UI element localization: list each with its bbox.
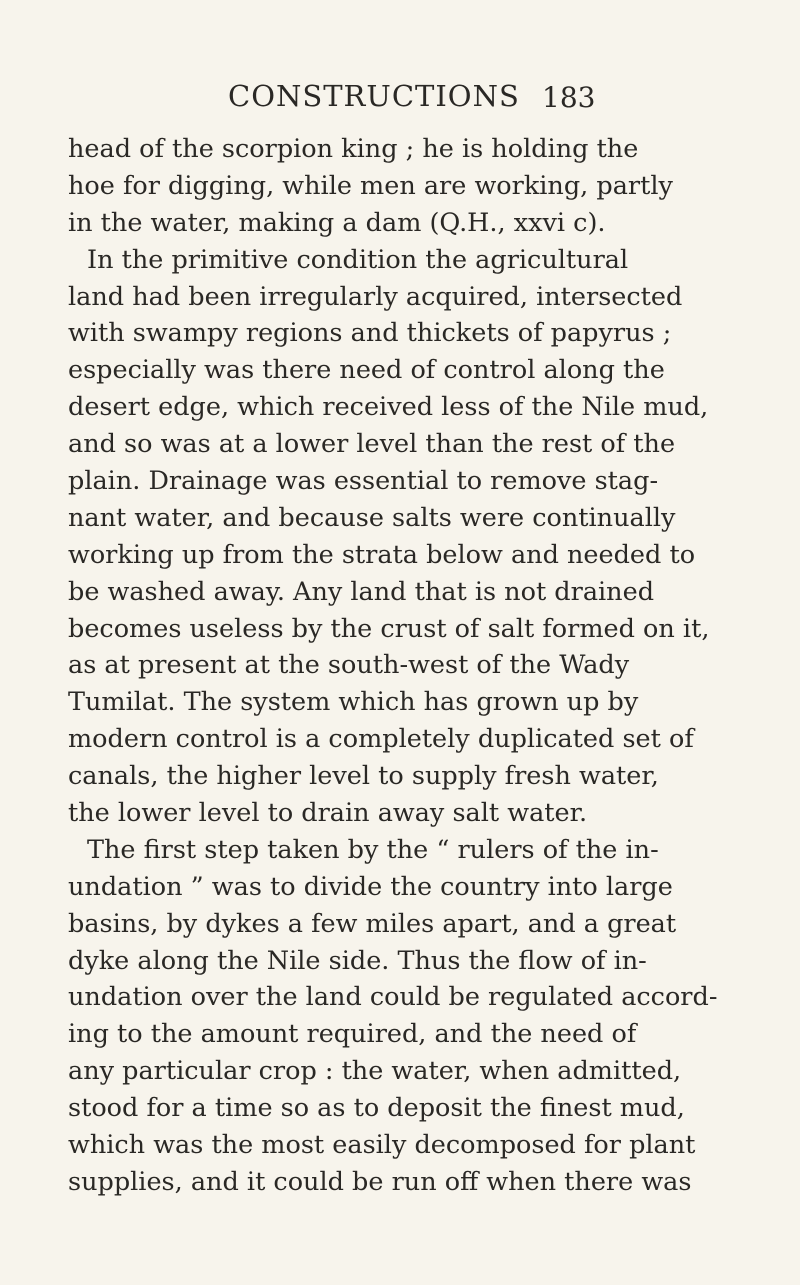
text-line: be washed away. Any land that is not drained xyxy=(68,576,655,607)
text-line: basins, by dykes a few miles apart, and a great xyxy=(68,908,677,939)
text-line: undation ” was to divide the country into large xyxy=(68,871,673,902)
text-line: as at present at the south-west of the Wady xyxy=(68,650,630,681)
page-number: 183 xyxy=(542,81,596,114)
text-line: nant water, and because salts were continually xyxy=(68,502,676,533)
text-line: which was the most easily decomposed for plant xyxy=(68,1130,696,1161)
page-header xyxy=(0,78,800,118)
text-line: in the water, making a dam (Q.H., xxvi c). xyxy=(68,207,606,238)
text-line: canals, the higher level to supply fresh water, xyxy=(68,761,659,792)
text-line: especially was there need of control along the xyxy=(68,355,665,386)
text-line: supplies, and it could be run off when there was xyxy=(68,1166,692,1197)
body-text xyxy=(68,131,718,1201)
text-line: becomes useless by the crust of salt formed on it, xyxy=(68,613,710,644)
text-line: any particular crop : the water, when admitted, xyxy=(68,1056,682,1087)
running-head: CONSTRUCTIONS xyxy=(228,79,520,113)
paragraph-start-line: The first step taken by the “ rulers of the in- xyxy=(87,834,659,865)
text-line: working up from the strata below and needed to xyxy=(68,539,696,570)
text-line: dyke along the Nile side. Thus the flow of in- xyxy=(68,945,647,976)
text-line: land had been irregularly acquired, intersected xyxy=(68,281,683,312)
text-line: desert edge, which received less of the Nile mud, xyxy=(68,392,709,423)
text-line: undation over the land could be regulated accord- xyxy=(68,982,718,1013)
text-line: with swampy regions and thickets of papyrus ; xyxy=(68,318,672,349)
text-line: modern control is a completely duplicated set of xyxy=(68,724,694,755)
text-line: stood for a time so as to deposit the finest mud, xyxy=(68,1093,685,1124)
text-line: hoe for digging, while men are working, partly xyxy=(68,170,673,201)
text-line: plain. Drainage was essential to remove stag- xyxy=(68,466,659,497)
text-line: and so was at a lower level than the rest of the xyxy=(68,429,676,460)
text-line: Tumilat. The system which has grown up by xyxy=(68,687,639,718)
text-line: head of the scorpion king ; he is holding the xyxy=(68,134,639,164)
text-line: the lower level to drain away salt water. xyxy=(68,798,588,829)
text-line: ing to the amount required, and the need of xyxy=(68,1019,637,1050)
paragraph-start-line: In the primitive condition the agricultural xyxy=(87,244,629,275)
